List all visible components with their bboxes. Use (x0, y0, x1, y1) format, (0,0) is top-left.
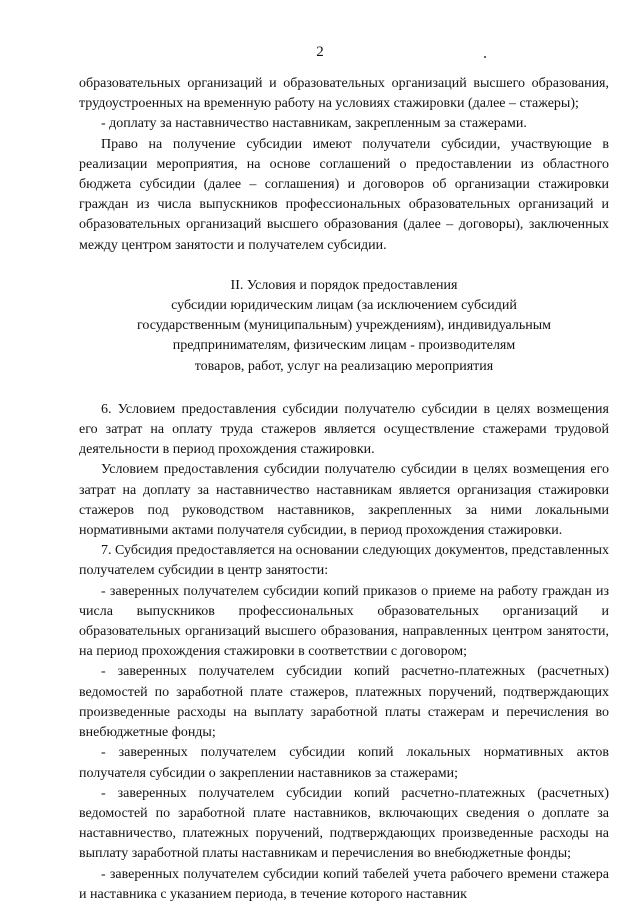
scan-speck (484, 56, 486, 58)
paragraph-item-7: 7. Субсидия предоставляется на основании следующих документов, представленных получателем субсидии в центр занятости: (79, 543, 609, 579)
section-heading-line: предпринимателям, физическим лицам - производителям (172, 338, 516, 354)
list-item-trainee-payroll: - заверенных получателем субсидии копий расчетно-платежных (расчетных) ведомостей по заработной плате стажеров, платежных поручений, подтверждающих произведенные расходы на выплату заработной платы стажерам и перечисления во внебюджетные фонды; (79, 664, 609, 741)
page-number: 2 (316, 44, 324, 60)
paragraph-right-to-subsidy: Право на получение субсидии имеют получатели субсидии, участвующие в реализации мероприятия, на основе соглашений о предоставлении из областного бюджета субсидии (далее – соглашения) и договоров об организации стажировки граждан из числа выпускников профессиональных образовательных организаций и образовательных организаций высшего образования (далее – договоры), заключенных между центром занятости и получателем субсидии. (79, 136, 609, 253)
paragraph-continuation: образовательных организаций и образовательных организаций высшего образования, трудоустроенных на временную работу на условиях стажировки (далее – стажеры); (79, 76, 609, 112)
section-heading-line: II. Условия и порядок предоставления (230, 277, 458, 293)
section-heading-line: государственным (муниципальным) учреждениям), индивидуальным (137, 318, 551, 334)
list-item-timesheets: - заверенных получателем субсидии копий табелей учета рабочего времени стажера и наставника с указанием периода, в течение которого наставник (79, 866, 609, 902)
section-heading-line: субсидии юридическим лицам (за исключением субсидий (171, 298, 517, 314)
paragraph-item-6: 6. Условием предоставления субсидии получателю субсидии в целях возмещения его затрат на оплату труда стажеров является осуществление стажерами трудовой деятельности в период прохождения стажировки. (79, 401, 609, 458)
document-body (79, 74, 609, 905)
list-item-local-acts: - заверенных получателем субсидии копий локальных нормативных актов получателя субсидии о закреплении наставников за стажерами; (79, 745, 609, 781)
paragraph-mentor-payment: - доплату за наставничество наставникам, закрепленным за стажерами. (101, 116, 527, 132)
paragraph-item-6-mentor: Условием предоставления субсидии получателю субсидии в целях возмещения его затрат на доплату за наставничество наставникам является организация стажировки стажеров под руководством наставников, закрепленных за ними локальными нормативными актами получателя субсидии, в период прохождения стажировки. (79, 462, 609, 539)
section-heading (79, 276, 609, 377)
list-item-hiring-orders: - заверенных получателем субсидии копий приказов о приеме на работу граждан из числа выпускников профессиональных образовательных организаций и образовательных организаций высшего образования, направленных центром занятости, на период прохождения стажировки в соответствии с договором; (79, 583, 609, 660)
list-item-mentor-payroll: - заверенных получателем субсидии копий расчетно-платежных (расчетных) ведомостей по заработной плате наставников, включающих сведения о доплате за наставничество, платежных поручений, подтверждающих произведенные расходы на выплату заработной платы наставникам и перечисления во внебюджетные фонды; (79, 785, 609, 862)
section-heading-line: товаров, работ, услуг на реализацию мероприятия (194, 358, 494, 374)
